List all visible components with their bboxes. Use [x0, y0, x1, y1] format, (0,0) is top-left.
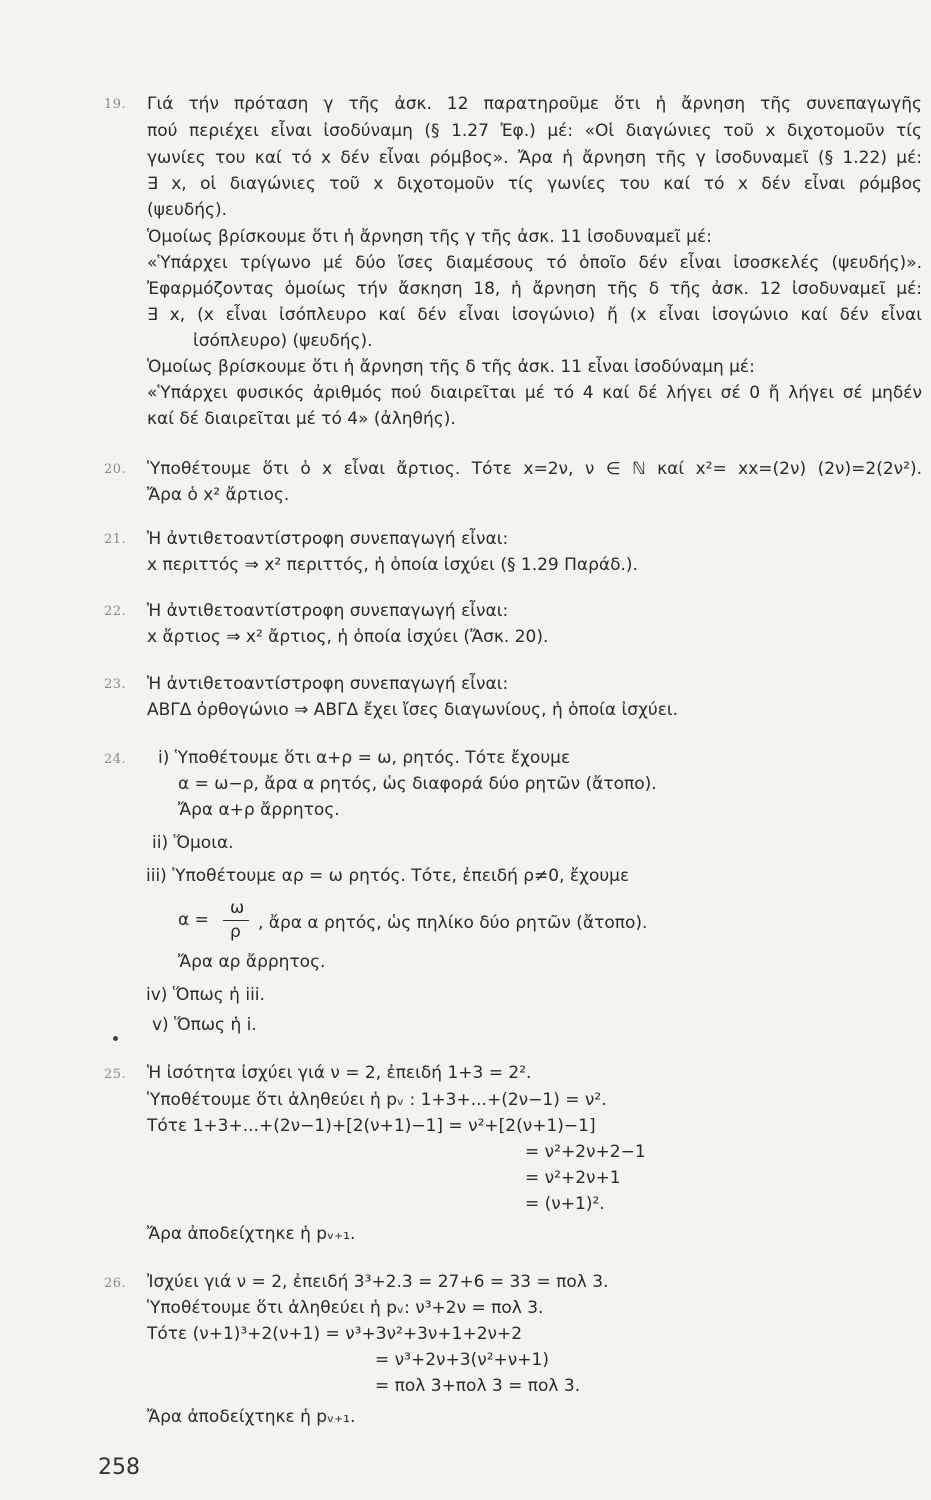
text-line: , ἄρα α ρητός, ὡς πηλίκο δύο ρητῶν (ἄτοπο).: [258, 913, 648, 933]
fraction-numerator: ω: [230, 898, 245, 918]
text-line: Ὁμοίως βρίσκουμε ὅτι ἡ ἄρνηση τῆς δ τῆς ἀσκ. 11 εἶναι ἰσοδύναμη μέ:: [147, 357, 755, 377]
text-line: πού περιέχει εἶναι ἰσοδύναμη (§ 1.27 Ἐφ.) μέ: «Οἱ διαγώνιες τοῦ x διχοτομοῦν τίς: [147, 121, 922, 141]
stray-dot: [113, 1036, 118, 1041]
exercise-number: 26.: [104, 1276, 127, 1291]
fraction-denominator: ρ: [230, 922, 241, 942]
text-line: Ἄρα ἀποδείχτηκε ἡ pᵥ₊₁.: [147, 1407, 356, 1427]
exercise-number: 19.: [104, 97, 127, 112]
text-line: Ὁμοίως βρίσκουμε ὅτι ἡ ἄρνηση τῆς γ τῆς ἀσκ. 11 ἰσοδυναμεῖ μέ:: [147, 227, 712, 247]
text-line: «Ὑπάρχει φυσικός ἀριθμός πού διαιρεῖται μέ τό 4 καί δέ λήγει σέ 0 ἤ λήγει σέ μηδέν: [147, 383, 922, 403]
text-line: = ν³+2ν+3(ν²+ν+1): [375, 1350, 549, 1370]
text-line: Ὑποθέτουμε ὅτι ὁ x εἶναι ἄρτιος. Τότε x=2ν, ν ∈ ℕ καί x²= xx=(2ν) (2ν)=2(2ν²).: [147, 459, 922, 479]
text-line: Ἐφαρμόζοντας ὁμοίως τήν ἄσκηση 18, ἡ ἄρνηση τῆς δ τῆς ἀσκ. 12 ἰσοδυναμεῖ μέ:: [147, 279, 922, 299]
text-line: Ἰσχύει γιά ν = 2, ἐπειδή 3³+2.3 = 27+6 = 33 = πολ 3.: [147, 1272, 609, 1292]
text-line: Ἡ ἰσότητα ἰσχύει γιά ν = 2, ἐπειδή 1+3 = 2².: [147, 1063, 532, 1083]
text-line: Ὑποθέτουμε ὅτι ἀληθεύει ἡ pᵥ : 1+3+...+(2ν−1) = ν².: [147, 1090, 607, 1110]
text-line: = πολ 3+πολ 3 = πολ 3.: [375, 1376, 581, 1396]
exercise-number: 24.: [104, 752, 127, 767]
text-line: Ἄρα ὁ x² ἄρτιος.: [147, 485, 290, 505]
text-line: Ἄρα αρ ἄρρητος.: [178, 952, 326, 972]
text-line: x ἄρτιος ⇒ x² ἄρτιος, ἡ ὁποία ἰσχύει (Ἄσκ. 20).: [147, 627, 549, 647]
text-line: ii) Ὅμοια.: [152, 833, 234, 853]
text-line: x περιττός ⇒ x² περιττός, ἡ ὁποία ἰσχύει (§ 1.29 Παράδ.).: [147, 555, 638, 575]
text-line: ∃ x, (x εἶναι ἰσόπλευρο καί δέν εἶναι ἰσογώνιο) ἤ (x εἶναι ἰσογώνιο καί δέν εἶναι: [147, 305, 922, 325]
text-line: ∃ x, οἱ διαγώνιες τοῦ x διχοτομοῦν τίς γωνίες του καί τό x δέν εἶναι ρόμβος: [147, 174, 922, 194]
text-line: ΑΒΓΔ ὀρθογώνιο ⇒ ΑΒΓΔ ἔχει ἴσες διαγωνίους, ἡ ὁποία ἰσχύει.: [147, 700, 679, 720]
text-line: Ὑποθέτουμε ὅτι ἀληθεύει ἡ pᵥ: ν³+2ν = πολ 3.: [147, 1298, 544, 1318]
text-line: (ψευδής).: [147, 200, 228, 220]
text-line: Τότε 1+3+...+(2ν−1)+[2(ν+1)−1] = ν²+[2(ν+1)−1]: [147, 1116, 596, 1136]
text-line: γωνίες του καί τό x δέν εἶναι ρόμβος». Ἄρα ἡ ἄρνηση τῆς γ ἰσοδυναμεῖ (§ 1.22) μέ:: [147, 148, 922, 168]
text-line: i) Ὑποθέτουμε ὅτι α+ρ = ω, ρητός. Τότε ἔχουμε: [158, 748, 571, 768]
text-line: Γιά τήν πρόταση γ τῆς ἀσκ. 12 παρατηροῦμε ὅτι ἡ ἄρνηση τῆς συνεπαγωγῆς: [147, 94, 922, 114]
text-line: v) Ὅπως ἡ i.: [152, 1015, 257, 1035]
exercise-number: 23.: [104, 677, 127, 692]
exercise-number: 21.: [104, 532, 127, 547]
text-line: iii) Ὑποθέτουμε αρ = ω ρητός. Τότε, ἐπειδή ρ≠0, ἔχουμε: [146, 866, 630, 886]
text-line: α = ω−ρ, ἄρα α ρητός, ὡς διαφορά δύο ρητῶν (ἄτοπο).: [178, 774, 657, 794]
text-line: Ἡ ἀντιθετοαντίστροφη συνεπαγωγή εἶναι:: [147, 529, 509, 549]
text-line: ἰσόπλευρο) (ψευδής).: [193, 331, 373, 351]
fraction-lhs: α =: [178, 910, 209, 930]
text-line: Ἡ ἀντιθετοαντίστροφη συνεπαγωγή εἶναι:: [147, 674, 509, 694]
text-line: «Ὑπάρχει τρίγωνο μέ δύο ἴσες διαμέσους τό ὁποῖο δέν εἶναι ἰσοσκελές (ψευδής)».: [147, 253, 922, 273]
fraction-bar: [223, 920, 249, 921]
exercise-number: 22.: [104, 604, 127, 619]
text-line: Τότε (ν+1)³+2(ν+1) = ν³+3ν²+3ν+1+2ν+2: [147, 1324, 523, 1344]
text-line: Ἡ ἀντιθετοαντίστροφη συνεπαγωγή εἶναι:: [147, 601, 509, 621]
text-line: Ἄρα α+ρ ἄρρητος.: [178, 800, 340, 820]
exercise-number: 25.: [104, 1067, 127, 1082]
text-line: = ν²+2ν+2−1: [525, 1142, 646, 1162]
text-line: iv) Ὅπως ἡ iii.: [146, 985, 265, 1005]
text-line: = (ν+1)².: [525, 1194, 605, 1214]
page-number: 258: [98, 1455, 140, 1480]
text-line: Ἄρα ἀποδείχτηκε ἡ pᵥ₊₁.: [147, 1224, 356, 1244]
text-line: καί δέ διαιρεῖται μέ τό 4» (ἀληθής).: [147, 409, 456, 429]
text-line: = ν²+2ν+1: [525, 1168, 621, 1188]
exercise-number: 20.: [104, 462, 127, 477]
